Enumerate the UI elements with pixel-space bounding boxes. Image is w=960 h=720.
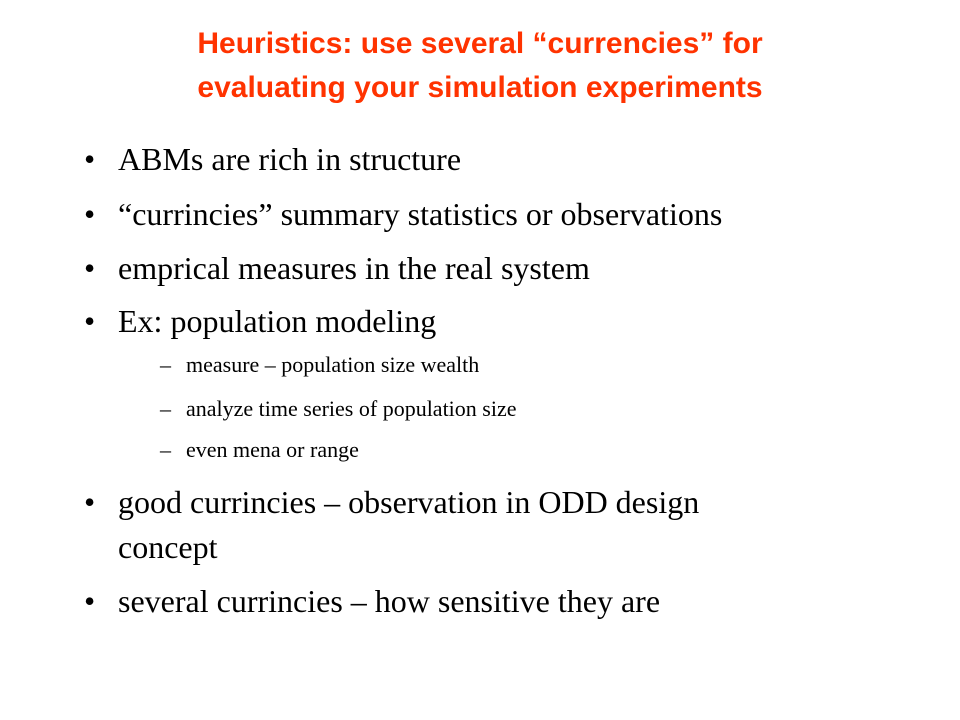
bullet-text: “currincies” summary statistics or observations (118, 196, 723, 232)
bullet-marker: • (84, 303, 96, 339)
slide-title-line-2: evaluating your simulation experiments (197, 71, 763, 104)
bullet-text-continuation: concept (118, 529, 218, 565)
bullet-text: several currincies – how sensitive they are (118, 583, 661, 619)
bullet-marker: • (84, 484, 96, 520)
sub-bullet-marker: – (160, 352, 171, 377)
slide-title-line-1: Heuristics: use several “currencies” for (197, 27, 763, 60)
slide-title (60, 22, 900, 110)
sub-bullet-text: analyze time series of population size (186, 396, 517, 421)
bullet-text: emprical measures in the real system (118, 250, 590, 286)
sub-bullet-marker: – (160, 437, 171, 462)
bullet-marker: • (84, 141, 96, 177)
sub-bullet-text: measure – population size wealth (186, 352, 480, 377)
bullet-text: Ex: population modeling (118, 303, 437, 339)
sub-bullet-marker: – (160, 396, 171, 421)
sub-bullet-text: even mena or range (186, 437, 359, 462)
bullet-marker: • (84, 196, 96, 232)
bullet-text: good currincies – observation in ODD design (118, 484, 700, 520)
bullet-text: ABMs are rich in structure (118, 141, 462, 177)
bullet-marker: • (84, 583, 96, 619)
bullet-marker: • (84, 250, 96, 286)
